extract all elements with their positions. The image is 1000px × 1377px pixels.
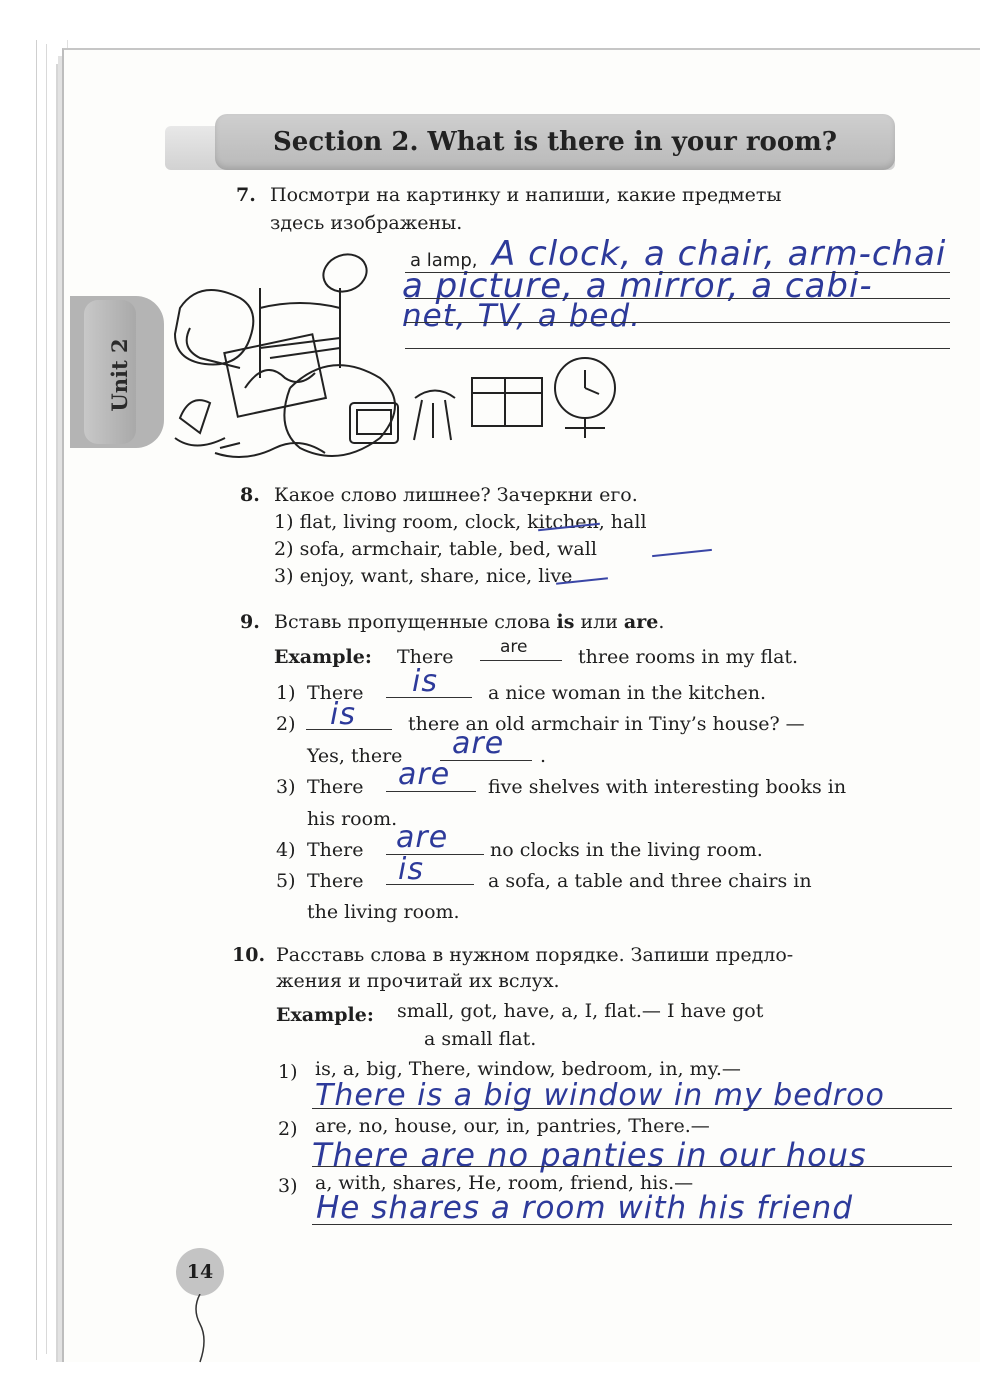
exercise-9-item-text: There xyxy=(307,776,364,798)
example-text: three rooms in my flat. xyxy=(578,646,799,668)
exercise-7-given-word: a lamp, xyxy=(410,250,478,271)
prompt-text: или xyxy=(574,611,624,633)
prompt-keyword: is xyxy=(556,611,575,633)
fill-line xyxy=(440,760,532,761)
item-words: , live xyxy=(526,565,573,587)
exercise-7-answer-line-1: A clock, a chair, arm-chai xyxy=(492,234,947,274)
answer-line xyxy=(312,1108,952,1109)
prompt-text: Вставь пропущенные слова xyxy=(274,611,557,633)
section-header xyxy=(215,114,895,170)
example-text: a small flat. xyxy=(424,1028,537,1050)
struck-word: clock xyxy=(464,511,516,533)
fill-line xyxy=(386,791,476,792)
answer-line xyxy=(405,298,950,299)
lamp-drawing xyxy=(175,400,240,448)
exercise-7-prompt: Посмотри на картинку и напиши, какие предметы xyxy=(270,184,782,206)
exercise-9-item-text: a sofa, a table and three chairs in xyxy=(488,870,812,892)
exercise-9-item-text: Yes, there xyxy=(307,745,403,767)
exercise-9-fill-answer: is xyxy=(412,664,438,699)
exercise-9-fill-answer: are xyxy=(396,820,449,855)
exercise-8-prompt: Какое слово лишнее? Зачеркни его. xyxy=(274,484,638,506)
exercise-9-item-number: 1) xyxy=(276,682,296,704)
exercise-10-item-words: are, no, house, our, in, pantries, There.— xyxy=(315,1115,710,1137)
exercise-10-number: 10. xyxy=(232,944,266,966)
answer-line xyxy=(405,272,950,273)
answer-line xyxy=(405,348,950,349)
exercise-7-answer-line-2: a picture, a mirror, a cabi- xyxy=(402,266,873,306)
example-text: small, got, have, a, I, flat.— I have got xyxy=(397,1000,764,1022)
exercise-9-fill-answer: is xyxy=(330,697,356,732)
mirror-drawing xyxy=(318,249,372,298)
exercise-8-item xyxy=(274,511,647,533)
exercise-9-item-text: no clocks in the living room. xyxy=(490,839,763,861)
exercise-10-item-number: 3) xyxy=(278,1175,298,1197)
cabinet-drawing xyxy=(472,378,542,426)
item-words: flat, living room, xyxy=(299,511,465,533)
exercise-9-item-text: There xyxy=(307,870,364,892)
unit-tab-label: Unit 2 xyxy=(107,338,132,412)
fill-line xyxy=(480,660,562,661)
exercise-9-item-text: . xyxy=(540,745,547,767)
struck-word: nice xyxy=(485,565,527,587)
answer-line xyxy=(405,322,950,323)
item-number: 3) xyxy=(274,565,294,587)
exercise-10-item-number: 2) xyxy=(278,1118,298,1140)
exercise-9-item-text: his room. xyxy=(307,808,398,830)
exercise-10-answer: There is a big window in my bedroo xyxy=(315,1078,885,1113)
section-title: Section 2. What is there in your room? xyxy=(273,127,837,157)
item-words: , kitchen, hall xyxy=(515,511,647,533)
exercise-10-prompt: Расставь слова в нужном порядке. Запиши предло- xyxy=(276,944,794,966)
exercise-9-item-text: the living room. xyxy=(307,901,460,923)
example-fill: are xyxy=(500,637,528,657)
answer-line xyxy=(312,1224,952,1225)
page-number-balloon xyxy=(176,1248,224,1296)
item-words: sofa, armchair, table, bed, xyxy=(299,538,558,560)
item-number: 2) xyxy=(274,538,294,560)
page-number: 14 xyxy=(186,1261,214,1283)
exercise-9-number: 9. xyxy=(240,611,260,633)
bed-drawing xyxy=(260,288,340,378)
answer-line xyxy=(312,1166,952,1167)
example-label: Example: xyxy=(276,1004,374,1026)
prompt-keyword: are xyxy=(623,611,659,633)
item-words: enjoy, want, share, xyxy=(299,565,486,587)
stool-drawing xyxy=(414,391,455,441)
exercise-10-prompt-cont: жения и прочитай их вслух. xyxy=(276,970,560,992)
exercise-9-item-text: a nice woman in the kitchen. xyxy=(488,682,767,704)
exercise-10-answer: There are no panties in our hous xyxy=(312,1136,867,1174)
exercise-7-answer-line-3: net, TV, a bed. xyxy=(402,298,642,334)
exercise-10-answer: He shares a room with his friend xyxy=(316,1190,853,1226)
exercise-9-fill-answer: are xyxy=(398,757,451,792)
exercise-7-prompt-cont: здесь изображены. xyxy=(270,212,463,234)
exercise-9-item-text: There xyxy=(307,839,364,861)
exercise-9-item-number: 5) xyxy=(276,870,296,892)
exercise-9-fill-answer: are xyxy=(452,726,505,761)
exercise-9-item-text: five shelves with interesting books in xyxy=(488,776,847,798)
exercise-8-number: 8. xyxy=(240,484,260,506)
item-number: 1) xyxy=(274,511,294,533)
exercise-10-item-number: 1) xyxy=(278,1061,298,1083)
exercise-9-item-text: There xyxy=(307,682,364,704)
struck-word: wall xyxy=(557,538,597,560)
example-text: There xyxy=(397,646,454,668)
exercise-9-fill-answer: is xyxy=(398,852,424,887)
exercise-9-item-number: 3) xyxy=(276,776,296,798)
armchair-drawing xyxy=(175,290,253,368)
fill-line xyxy=(306,729,392,730)
fill-line xyxy=(386,697,472,698)
exercise-9-item-number: 4) xyxy=(276,839,296,861)
exercise-10-item-words: a, with, shares, He, room, friend, his.— xyxy=(315,1172,694,1194)
exercise-9-prompt xyxy=(274,611,664,633)
example-label: Example: xyxy=(274,646,372,668)
exercise-10-item-words: is, a, big, There, window, bedroom, in, my.— xyxy=(315,1058,741,1080)
exercise-7-number: 7. xyxy=(236,184,256,206)
exercise-8-item xyxy=(274,565,572,587)
exercise-8-item xyxy=(274,538,597,560)
balloon-string xyxy=(190,1294,210,1364)
exercise-9-item-text: there an old armchair in Tiny’s house? — xyxy=(408,713,805,735)
fill-line xyxy=(386,884,474,885)
exercise-9-item-number: 2) xyxy=(276,713,296,735)
prompt-text: . xyxy=(658,611,665,633)
